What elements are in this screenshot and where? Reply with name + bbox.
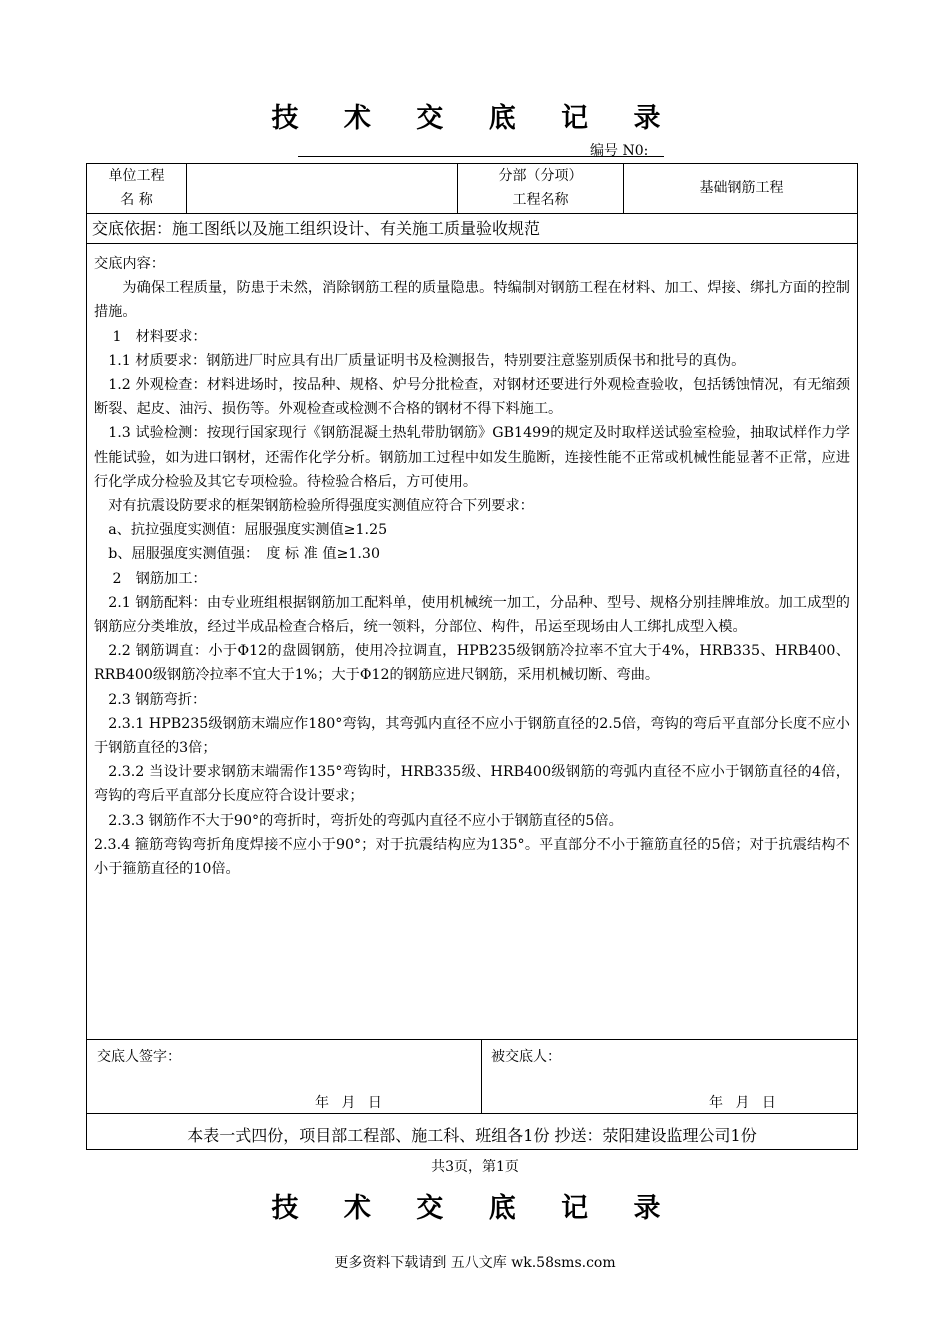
record-form: [86, 163, 858, 1150]
content-paragraph: 2.3.4 箍筋弯钩弯折角度焊接不应小于90°；对于抗震结构应为135°。平直部分不小于箍筋直径的5倍；对于抗震结构不小于箍筋直径的10倍。: [94, 836, 850, 878]
distribution-note: 本表一式四份，项目部工程部、施工科、班组各1份 抄送：荥阳建设监理公司1份: [187, 1126, 757, 1145]
content-paragraph: 2.2 钢筋调直：小于Φ12的盘圆钢筋，使用冷拉调直，HPB235级钢筋冷拉率不宜大于4%，HRB335、HRB400、RRB400级钢筋冷拉率不宜大于1%；大于Φ12的钢筋应进尺钢筋，采用机械切断、弯曲。: [94, 643, 850, 684]
content-paragraph: 对有抗震设防要求的框架钢筋检验所得强度实测值应符合下列要求：: [108, 498, 534, 515]
content-paragraph: 1.3 试验检测：按现行国家现行《钢筋混凝土热轧带肋钢筋》GB1499的规定及时取样送试验室检验，抽取试样作力学性能试验，如为进口钢材，还需作化学分析。钢筋加工过程中如发生脆断，连接性能不正常或机械性能显著不正常，应进行化学成分检验及其它专项检验。待检验合格后，方可使用。: [94, 425, 850, 490]
content-paragraph: 1.1 材质要求：钢筋进厂时应具有出厂质量证明书及检测报告，特别要注意鉴别质保书和批号的真伪。: [108, 352, 746, 369]
sub-project-label-line1: 分部（分项）: [498, 168, 583, 184]
content-paragraph: 2 钢筋加工：: [112, 570, 207, 587]
receiver-signature-label: 被交底人：: [491, 1049, 561, 1065]
sub-project-label: [458, 164, 623, 212]
content-label: 交底内容：: [94, 256, 165, 272]
sub-project-value: 基础钢筋工程: [699, 180, 784, 196]
row-divider-basis: [87, 243, 857, 244]
unit-project-label: [87, 164, 186, 212]
row-divider-info: [87, 213, 857, 214]
second-page-title: 技 术 交 底 记 录: [271, 1193, 679, 1224]
serial-number-label: 编号 N0:: [590, 143, 649, 159]
row-divider-content: [87, 1039, 857, 1040]
content-paragraph: 2.3.1 HPB235级钢筋末端应作180°弯钩，其弯弧内直径不应小于钢筋直径的2.5倍，弯钩的弯后平直部分长度不应小于钢筋直径的3倍；: [94, 715, 850, 757]
receiver-date: 年 月 日: [709, 1095, 780, 1111]
presenter-date: 年 月 日: [315, 1095, 386, 1111]
basis-text: 交底依据：施工图纸以及施工组织设计、有关施工质量验收规范: [92, 219, 541, 238]
content-paragraph: 2.3 钢筋弯折：: [108, 691, 207, 708]
content-body: [94, 252, 850, 881]
unit-project-label-line1: 单位工程: [108, 168, 165, 184]
presenter-signature-label: 交底人签字：: [97, 1049, 181, 1065]
sub-project-label-line2: 工程名称: [512, 192, 569, 208]
content-paragraph: 2.1 钢筋配料：由专业班组根据钢筋加工配料单，使用机械统一加工，分品种、型号、规格分别挂牌堆放。加工成型的钢筋应分类堆放，经过半成品检查合格后，统一领料，分部位、构件，吊运至现场由人工绑扎成型入模。: [94, 594, 850, 636]
download-link-text: 更多资料下载请到 五八文库 wk.58sms.com: [334, 1255, 616, 1271]
content-paragraph: 2.3.3 钢筋作不大于90°的弯折时，弯折处的弯弧内直径不应小于钢筋直径的5倍。: [108, 812, 623, 829]
content-paragraph: 2.3.2 当设计要求钢筋末端需作135°弯钩时，HRB335级、HRB400级钢筋的弯弧内直径不应小于钢筋直径的4倍，弯钩的弯后平直部分长度应符合设计要求；: [94, 764, 850, 805]
content-paragraph: a、抗拉强度实测值：屈服强度实测值≥1.25: [108, 522, 388, 539]
content-paragraph: 1 材料要求：: [112, 328, 207, 345]
row-divider-signatures: [87, 1113, 857, 1114]
page-title: 技 术 交 底 记 录: [271, 103, 679, 134]
content-paragraph: b、屈服强度实测值强： 度 标 准 值≥1.30: [108, 546, 380, 563]
page-number: 共3页，第1页: [431, 1159, 519, 1175]
unit-project-label-line2: 名 称: [120, 192, 153, 208]
col-divider-1: [186, 164, 187, 213]
content-paragraph: 1.2 外观检查：材料进场时，按品种、规格、炉号分批检查，对钢材还要进行外观检查验收，包括锈蚀情况，有无缩颈断裂、起皮、油污、损伤等。外观检查或检测不合格的钢材不得下料施工。: [94, 377, 850, 418]
content-paragraph: 为确保工程质量，防患于未然，消除钢筋工程的质量隐患。特编制对钢筋工程在材料、加工、焊接、绑扎方面的控制措施。: [94, 280, 850, 321]
signature-divider: [481, 1039, 482, 1113]
